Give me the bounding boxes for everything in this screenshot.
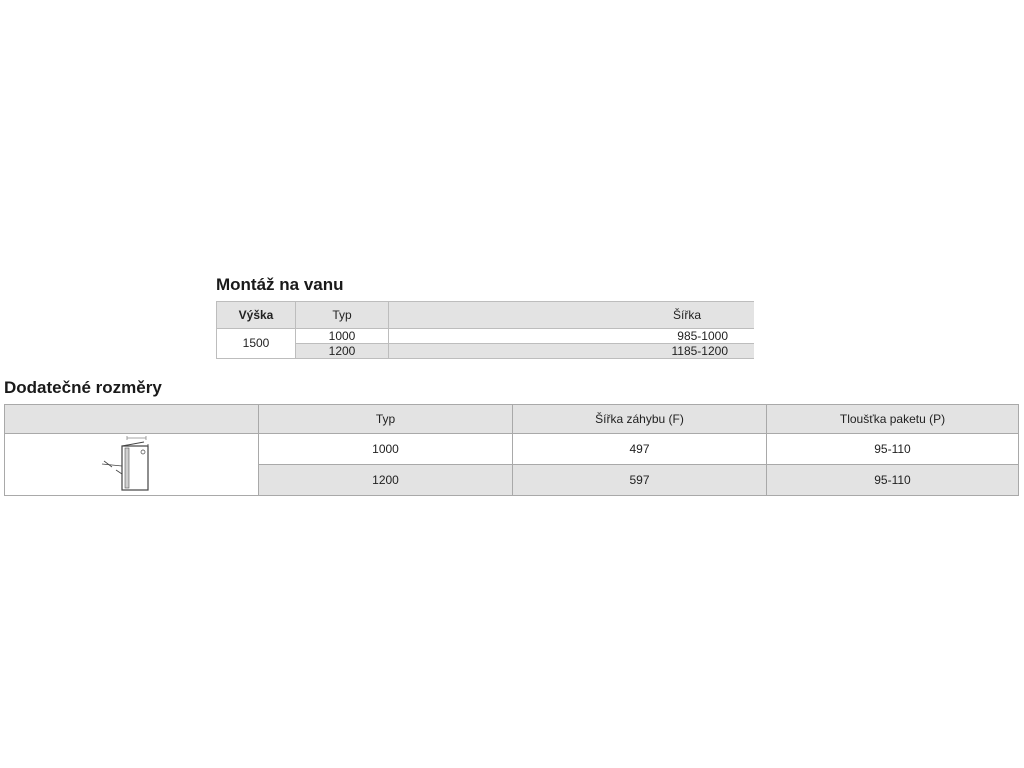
header-sirka-zahybu: Šířka záhybu (F) [513, 405, 767, 434]
header-sirka: Šířka [389, 302, 755, 329]
vyska-value: 1500 [217, 329, 296, 359]
typ-cell: 1000 [259, 434, 513, 465]
diagram-cell [5, 434, 259, 496]
sirka-zahybu-cell: 597 [513, 465, 767, 496]
door-fold-diagram-icon [92, 434, 172, 492]
typ-cell: 1200 [296, 344, 389, 359]
header-vyska: Výška [217, 302, 296, 329]
typ-cell: 1000 [296, 329, 389, 344]
table-row [217, 329, 755, 344]
sirka-zahybu-cell: 497 [513, 434, 767, 465]
table-row [217, 344, 755, 359]
montaz-table [216, 301, 754, 359]
header-tloustka: Tloušťka paketu (P) [767, 405, 1019, 434]
sirka-cell: 1185-1200 [389, 344, 755, 359]
table-row [5, 434, 1019, 465]
header-image-blank [5, 405, 259, 434]
table-header-row [5, 405, 1019, 434]
typ-cell: 1200 [259, 465, 513, 496]
header-typ: Typ [259, 405, 513, 434]
table-header-row [217, 302, 755, 329]
montaz-heading: Montáž na vanu [216, 275, 344, 294]
tloustka-cell: 95-110 [767, 434, 1019, 465]
dodatecne-table [4, 404, 1019, 496]
header-typ: Typ [296, 302, 389, 329]
dodatecne-heading: Dodatečné rozměry [4, 378, 162, 397]
tloustka-cell: 95-110 [767, 465, 1019, 496]
sirka-cell: 985-1000 [389, 329, 755, 344]
